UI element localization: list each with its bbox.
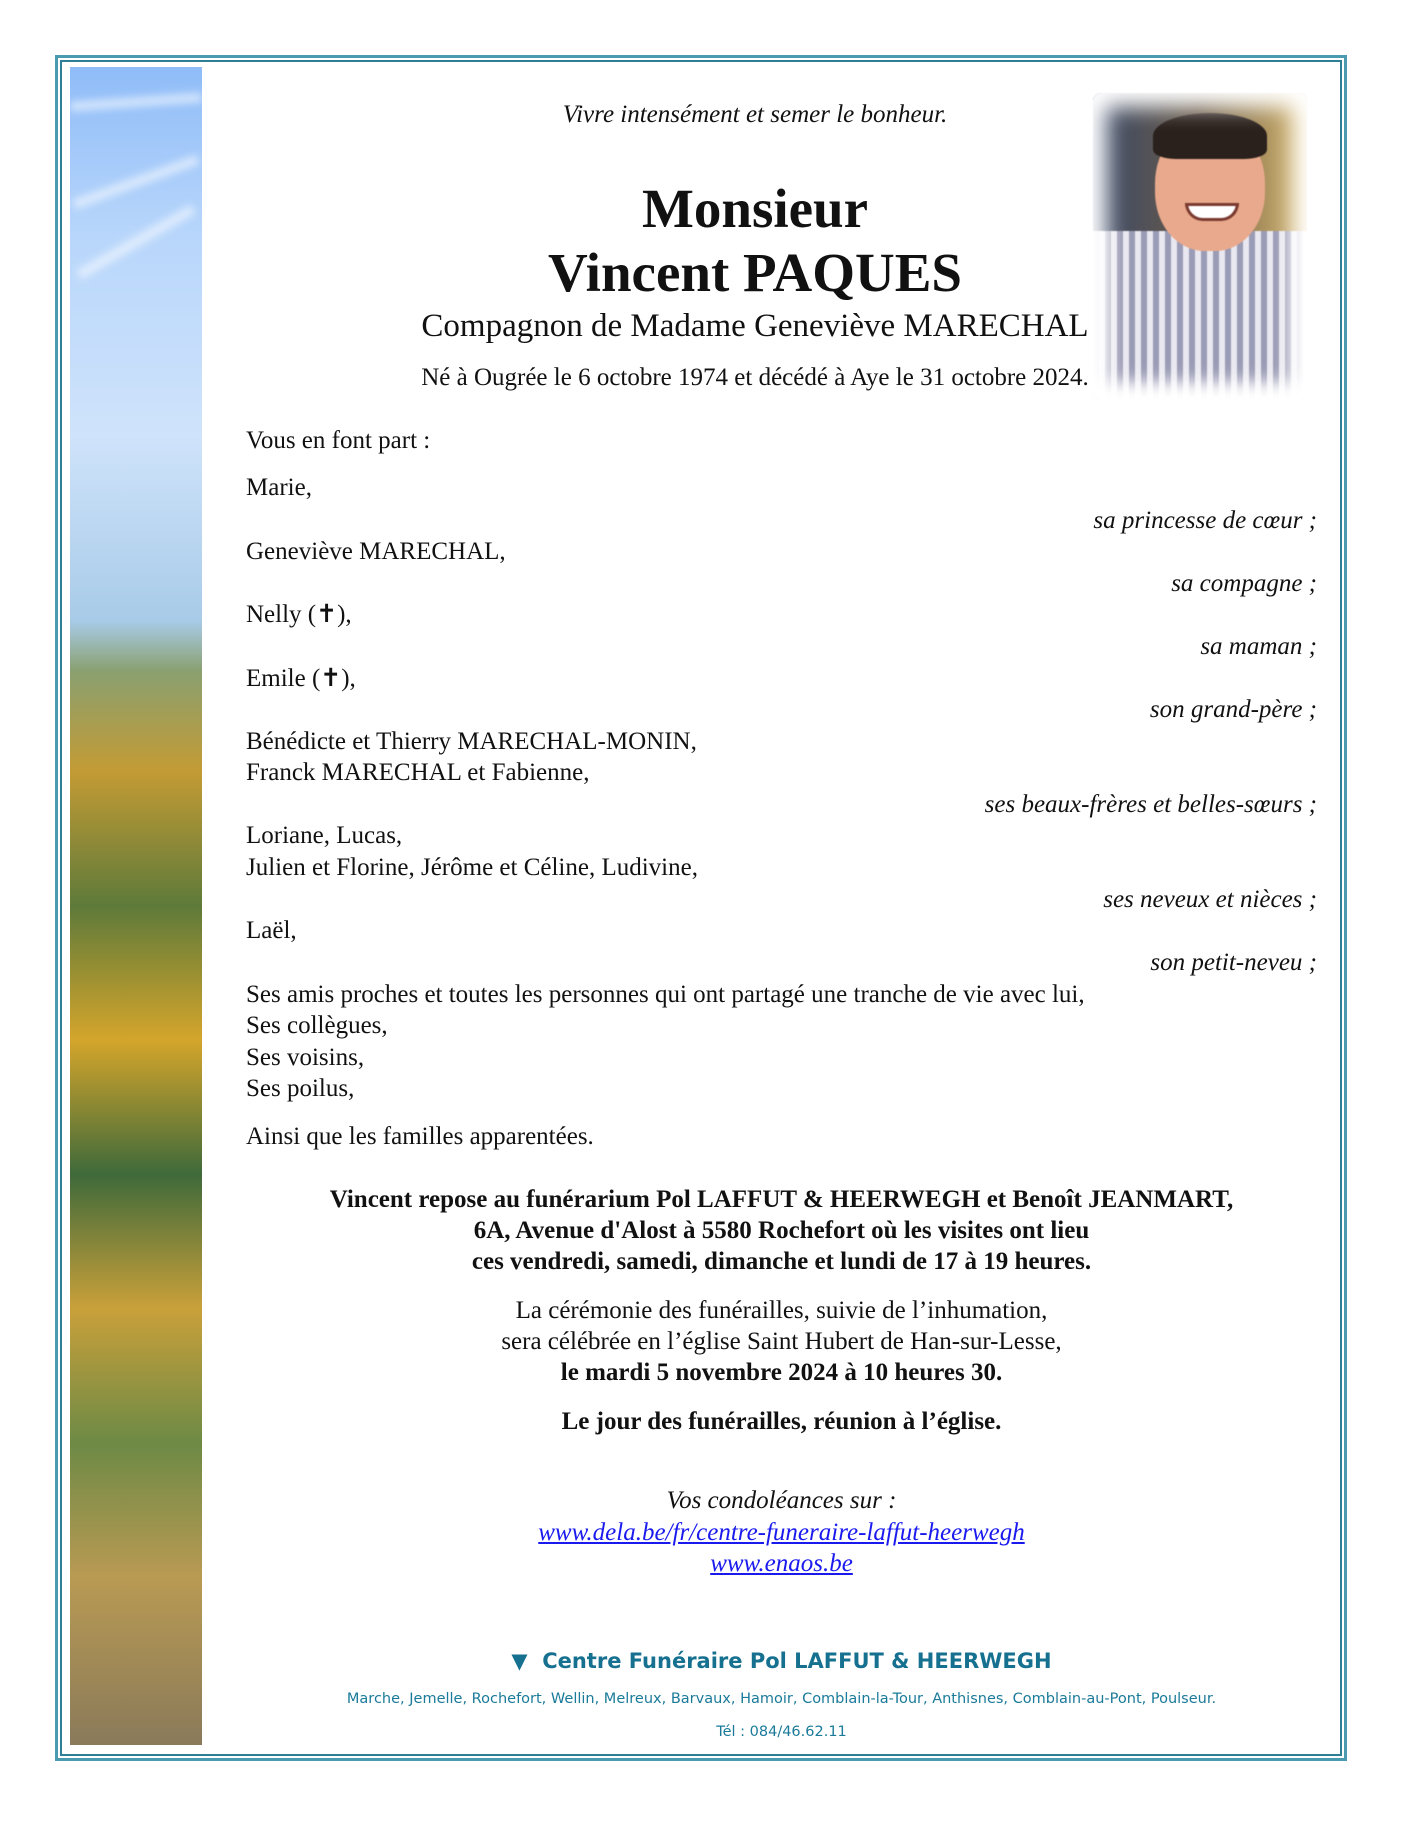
visitation-line: ces vendredi, samedi, dimanche et lundi de 17 à 19 heures.: [471, 1248, 1092, 1275]
visitation-line: Vincent repose au funérarium Pol LAFFUT & HEERWEGH et Benoît JEANMART,: [329, 1186, 1234, 1213]
ceremony-line: La cérémonie des funérailles, suivie de l’inhumation,: [515, 1297, 1048, 1324]
others-line: Ses poilus,: [246, 1075, 355, 1102]
triangle-down-icon: ▼: [511, 1649, 528, 1673]
family-relation: sa maman ;: [1200, 633, 1317, 660]
family-name: Laël,: [246, 917, 297, 944]
condolences-link-enaos[interactable]: www.enaos.be: [710, 1550, 853, 1577]
ceremony-line: sera célébrée en l’église Saint Hubert de Han-sur-Lesse,: [501, 1328, 1062, 1355]
family-name: Bénédicte et Thierry MARECHAL-MONIN,: [246, 728, 697, 755]
company-name: Centre Funéraire Pol LAFFUT & HEERWEGH: [542, 1649, 1052, 1673]
footer-locations: Marche, Jemelle, Rochefort, Wellin, Melreux, Barvaux, Hamoir, Comblain-la-Tour, Anthisnes, Comblain-au-Pont, Poulseur.: [346, 1691, 1217, 1707]
family-name: Franck MARECHAL et Fabienne,: [246, 759, 590, 786]
visitation-line: 6A, Avenue d'Alost à 5580 Rochefort où les visites ont lieu: [473, 1217, 1090, 1244]
others-line: Ses amis proches et toutes les personnes qui ont partagé une tranche de vie avec lui,: [246, 981, 1085, 1008]
others-line: Ses voisins,: [246, 1044, 365, 1071]
intro: Vous en font part :: [246, 427, 431, 454]
footer-company: [246, 1645, 1317, 1677]
family-relation: son grand-père ;: [1149, 696, 1317, 723]
family-name: Emile (✝),: [246, 665, 356, 692]
family-name: Julien et Florine, Jérôme et Céline, Ludivine,: [246, 854, 698, 881]
family-name: Nelly (✝),: [246, 601, 352, 628]
family-relation: sa princesse de cœur ;: [1093, 507, 1317, 534]
condolences-link-dela[interactable]: www.dela.be/fr/centre-funeraire-laffut-heerwegh: [538, 1519, 1025, 1546]
meeting-note: Le jour des funérailles, réunion à l’église.: [561, 1408, 1002, 1435]
title: Monsieur: [641, 178, 869, 239]
companion-line: Compagnon de Madame Geneviève MARECHAL: [421, 308, 1089, 344]
deceased-name: Vincent PAQUES: [547, 242, 963, 303]
condolences-label: Vos condoléances sur :: [666, 1487, 897, 1514]
ceremony-date: le mardi 5 novembre 2024 à 10 heures 30.: [560, 1359, 1003, 1386]
family-name: Marie,: [246, 474, 312, 501]
landscape-image: [70, 67, 202, 1745]
family-relation: son petit-neveu ;: [1150, 949, 1317, 976]
motto: Vivre intensément et semer le bonheur.: [562, 101, 948, 128]
closing: Ainsi que les familles apparentées.: [246, 1123, 594, 1150]
family-relation: ses neveux et nièces ;: [1103, 886, 1317, 913]
family-relation: sa compagne ;: [1171, 570, 1317, 597]
family-relation: ses beaux-frères et belles-sœurs ;: [984, 791, 1317, 818]
footer-phone: Tél : 084/46.62.11: [716, 1724, 847, 1740]
others-line: Ses collègues,: [246, 1012, 388, 1039]
family-name: Geneviève MARECHAL,: [246, 538, 506, 565]
family-name: Loriane, Lucas,: [246, 822, 403, 849]
birth-death: Né à Ougrée le 6 octobre 1974 et décédé à Aye le 31 octobre 2024.: [421, 364, 1089, 391]
